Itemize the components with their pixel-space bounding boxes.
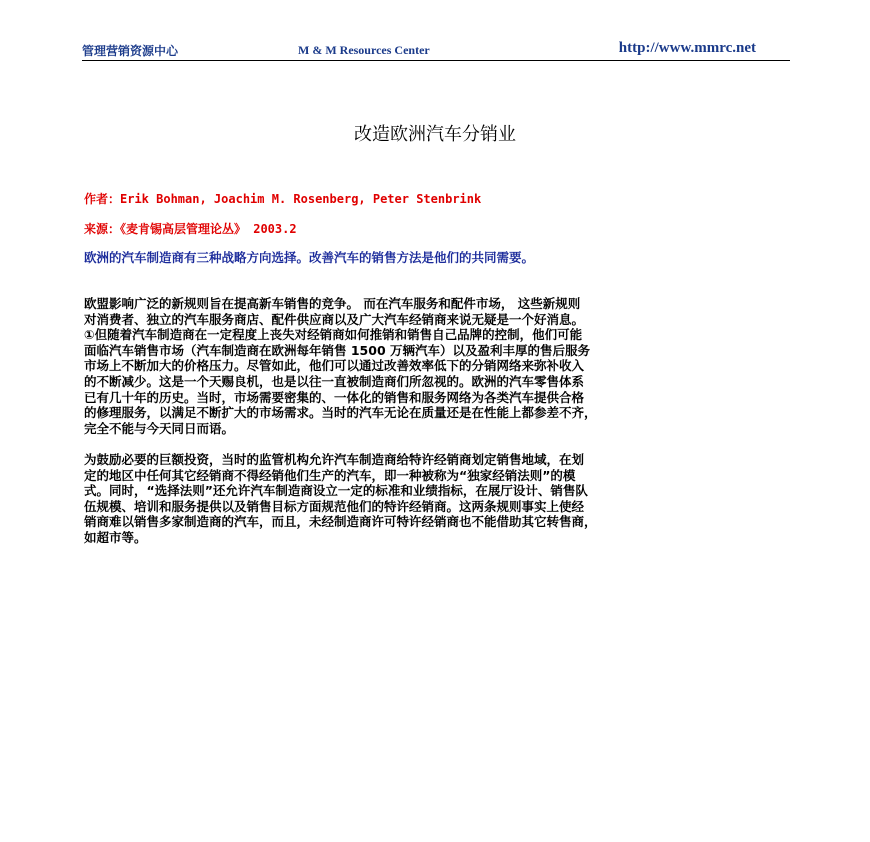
- paragraph-line: 欧盟影响广泛的新规则旨在提高新车销售的竞争。 而在汽车服务和配件市场， 这些新规则: [84, 296, 581, 311]
- paragraph-line: ①但随着汽车制造商在一定程度上丧失对经销商如何推销和销售自己品牌的控制，他们可能: [84, 327, 583, 343]
- paragraph-line: 已有几十年的历史。当时，市场需要密集的、一体化的销售和服务网络为各类汽车提供合格: [84, 389, 585, 405]
- paragraph-line: 定的地区中任何其它经销商不得经销他们生产的汽车，即一种被称为“独家经销法则”的模: [84, 467, 576, 483]
- paragraph-line: 面临汽车销售市场（汽车制造商在欧洲每年销售 1500 万辆汽车）以及盈利丰厚的售后服务: [84, 342, 590, 358]
- paragraph-line: 的不断减少。这是一个天赐良机，也是以往一直被制造商们所忽视的。欧洲的汽车零售体系: [84, 373, 585, 389]
- paragraph-line: 市场上不断加大的价格压力。尽管如此，他们可以通过改善效率低下的分销网络来弥补收入: [84, 358, 585, 374]
- paragraph-line: 的修理服务，以满足不断扩大的市场需求。当时的汽车无论在质量还是在性能上都参差不齐，: [84, 405, 597, 421]
- paragraph-line: 伍规模、培训和服务提供以及销售目标方面规范他们的特许经销商。这两条规则事实上使经: [84, 498, 585, 514]
- article-paragraph-2: [84, 452, 790, 546]
- paragraph-line: 式。同时，“选择法则”还允许汽车制造商设立一定的标准和业绩指标，在展厅设计、销售队: [84, 483, 588, 499]
- article-source: 来源：《麦肯锡高层管理论丛》 2003.2: [84, 222, 297, 236]
- article-lead: 欧洲的汽车制造商有三种战略方向选择。改善汽车的销售方法是他们的共同需要。: [84, 250, 535, 265]
- paragraph-line: 完全不能与今天同日而语。: [84, 420, 235, 436]
- paragraph-line: 对消费者、独立的汽车服务商店、配件供应商以及广大汽车经销商来说无疑是一个好消息。: [84, 311, 585, 327]
- paragraph-line: 如超市等。: [84, 529, 147, 545]
- paragraph-line: 为鼓励必要的巨额投资，当时的监管机构允许汽车制造商给特许经销商划定销售地域，在划: [84, 452, 585, 467]
- article-paragraph-1: [84, 296, 790, 436]
- header-organization: 管理营销资源中心: [82, 44, 179, 58]
- article-author: 作者：Erik Bohman, Joachim M. Rosenberg, Peter Stenbrink: [84, 192, 482, 206]
- article-title: 改造欧洲汽车分销业: [354, 124, 516, 145]
- header-website-link[interactable]: http://www.mmrc.net: [618, 40, 756, 56]
- page-header: [82, 42, 790, 61]
- header-center-name: M & M Resources Center: [298, 43, 430, 57]
- paragraph-line: 销商难以销售多家制造商的汽车，而且，未经制造商许可特许经销商也不能借助其它转售商，: [84, 514, 597, 530]
